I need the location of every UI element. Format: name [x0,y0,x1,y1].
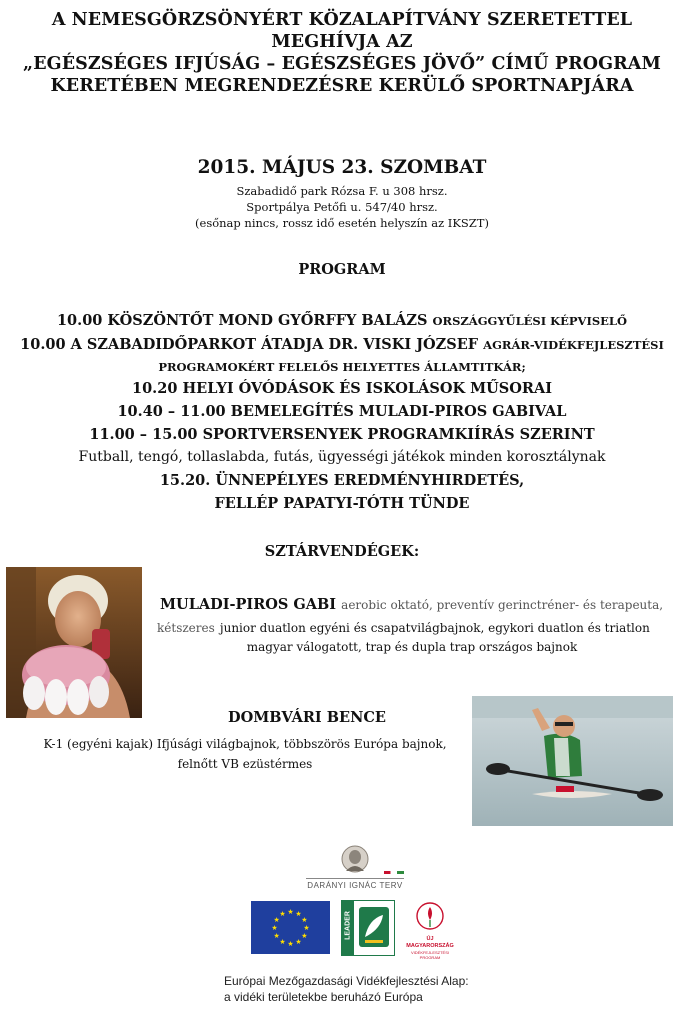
header-line-4: KERETÉBEN MEGRENDEZÉSRE KERÜLŐ SPORTNAPJÁRA [50,76,634,96]
header-line-2: MEGHÍVJA AZ [271,32,413,52]
daranyi-logo [300,845,410,890]
header-line-1: A NEMESGÖRZSÖNYÉRT KÖZALAPÍTVÁNY SZERETETTEL [51,10,633,30]
svg-text:★: ★ [303,924,310,932]
invitation-header [0,9,684,97]
guest-desc-muladi-1: junior duatlon egyéni és csapatvilágbajnok, egykori duatlon és triatlon [219,621,650,635]
guests-heading: SZTÁRVENDÉGEK: [264,543,420,560]
eu-flag-icon [251,901,330,954]
footer-line-1: Európai Mezőgazdasági Vidékfejlesztési Alap: [224,974,469,988]
program-item-text: 10.00 KÖSZÖNTŐT MOND GYŐRFFY BALÁZS [56,312,428,329]
program-item-opening [0,333,684,357]
leader-emblem-icon [359,907,389,947]
svg-text:★: ★ [287,908,294,916]
svg-text:★: ★ [273,916,280,924]
eu-stars-icon [251,901,330,954]
program-item-awards: 15.20. ÜNNEPÉLYES EREDMÉNYHIRDETÉS, [159,472,525,489]
kayaker-image [472,696,673,826]
program-list [0,309,684,515]
guest-desc-dombvari [30,734,460,774]
svg-text:★: ★ [273,932,280,940]
guest-desc-dombvari-1: K-1 (egyéni kajak) Ifjúsági világbajnok, többszörös Európa bajnok, [43,737,447,751]
program-item-performances: 10.20 HELYI ÓVÓDÁSOK ÉS ISKOLÁSOK MŰSORAI [132,380,552,397]
hungarian-flag-icon [384,871,404,874]
program-item-role: ORSZÁGGYŰLÉSI KÉPVISELŐ [432,314,628,328]
guest-desc-muladi-2: magyar válogatott, trap és dupla trap országos bajnok [246,640,578,654]
leader-logo [341,900,395,956]
uj-magyarorszag-text: ÚJ MAGYARORSZÁG [406,936,454,949]
venue-block [0,183,684,231]
program-item-role: AGRÁR-VIDÉKFEJLESZTÉSI [483,338,664,352]
uj-magyarorszag-logo [403,900,457,960]
venue-park: Szabadidő park Rózsa F. u 308 hrsz. [236,184,448,198]
uj-magyarorszag-subtext: VIDÉKFEJLESZTÉSI PROGRAM [410,950,449,960]
svg-text:★: ★ [287,940,294,948]
eu-fund-footer [224,973,469,1005]
guest-photo-dombvari [472,696,673,826]
program-item-role: PROGRAMOKÉRT FELELŐS HELYETTES ÁLLAMTITKÁR; [158,360,526,374]
guest-muladi [160,594,680,615]
program-item-performer: FELLÉP PAPATYI-TÓTH TÜNDE [214,495,470,512]
guest-photo-muladi [6,567,142,718]
boxer-portrait-image [6,567,142,718]
guest-muladi-line1 [160,594,680,615]
svg-text:★: ★ [301,916,308,924]
guest-desc-dombvari-2: felnőtt VB ezüstérmes [177,757,313,771]
footer-line-2: a vidéki területekbe beruházó Európa [224,990,423,1004]
leader-text: LEADER [344,911,352,940]
svg-text:★: ★ [279,938,286,946]
venue-rain-note: (esőnap nincs, rossz idő esetén helyszín az IKSZT) [195,216,489,230]
guest-name-muladi: MULADI-PIROS GABI [160,596,337,613]
program-item-opening-role [0,357,684,377]
header-line-3: „EGÉSZSÉGES IFJÚSÁG – EGÉSZSÉGES JÖVŐ” CÍMŰ PROGRAM [23,54,661,74]
uj-magyarorszag-emblem-icon [414,900,446,932]
program-item-welcome [0,309,684,333]
program-heading: PROGRAM [298,261,386,278]
guest-muladi-line2 [157,617,677,638]
event-date: 2015. MÁJUS 23. SZOMBAT [197,157,487,178]
program-item-text: 10.00 A SZABADIDŐPARKOT ÁTADJA DR. VISKI JÓZSEF [20,336,479,353]
program-item-warmup: 10.40 – 11.00 BEMELEGÍTÉS MULADI-PIROS GABIVAL [117,403,567,420]
guest-name-dombvari: DOMBVÁRI BENCE [228,709,386,726]
svg-text:★: ★ [271,924,278,932]
svg-text:★: ★ [301,932,308,940]
guest-role-muladi: aerobic oktató, preventív gerinctréner- és terapeuta, [341,598,664,612]
svg-text:★: ★ [295,938,302,946]
svg-text:★: ★ [295,910,302,918]
daranyi-text: DARÁNYI IGNÁC TERV [307,881,403,890]
program-item-competitions: 11.00 – 15.00 SPORTVERSENYEK PROGRAMKIÍRÁS SZERINT [89,426,595,443]
daranyi-portrait-icon [341,845,369,873]
program-item-sports: Futball, tengó, tollaslabda, futás, ügyességi játékok minden korosztálynak [78,449,606,465]
leader-leaf-icon [359,907,389,947]
guest-desc-gray: kétszeres [157,621,215,635]
svg-text:★: ★ [279,910,286,918]
venue-sportpalya: Sportpálya Petőfi u. 547/40 hrsz. [246,200,438,214]
